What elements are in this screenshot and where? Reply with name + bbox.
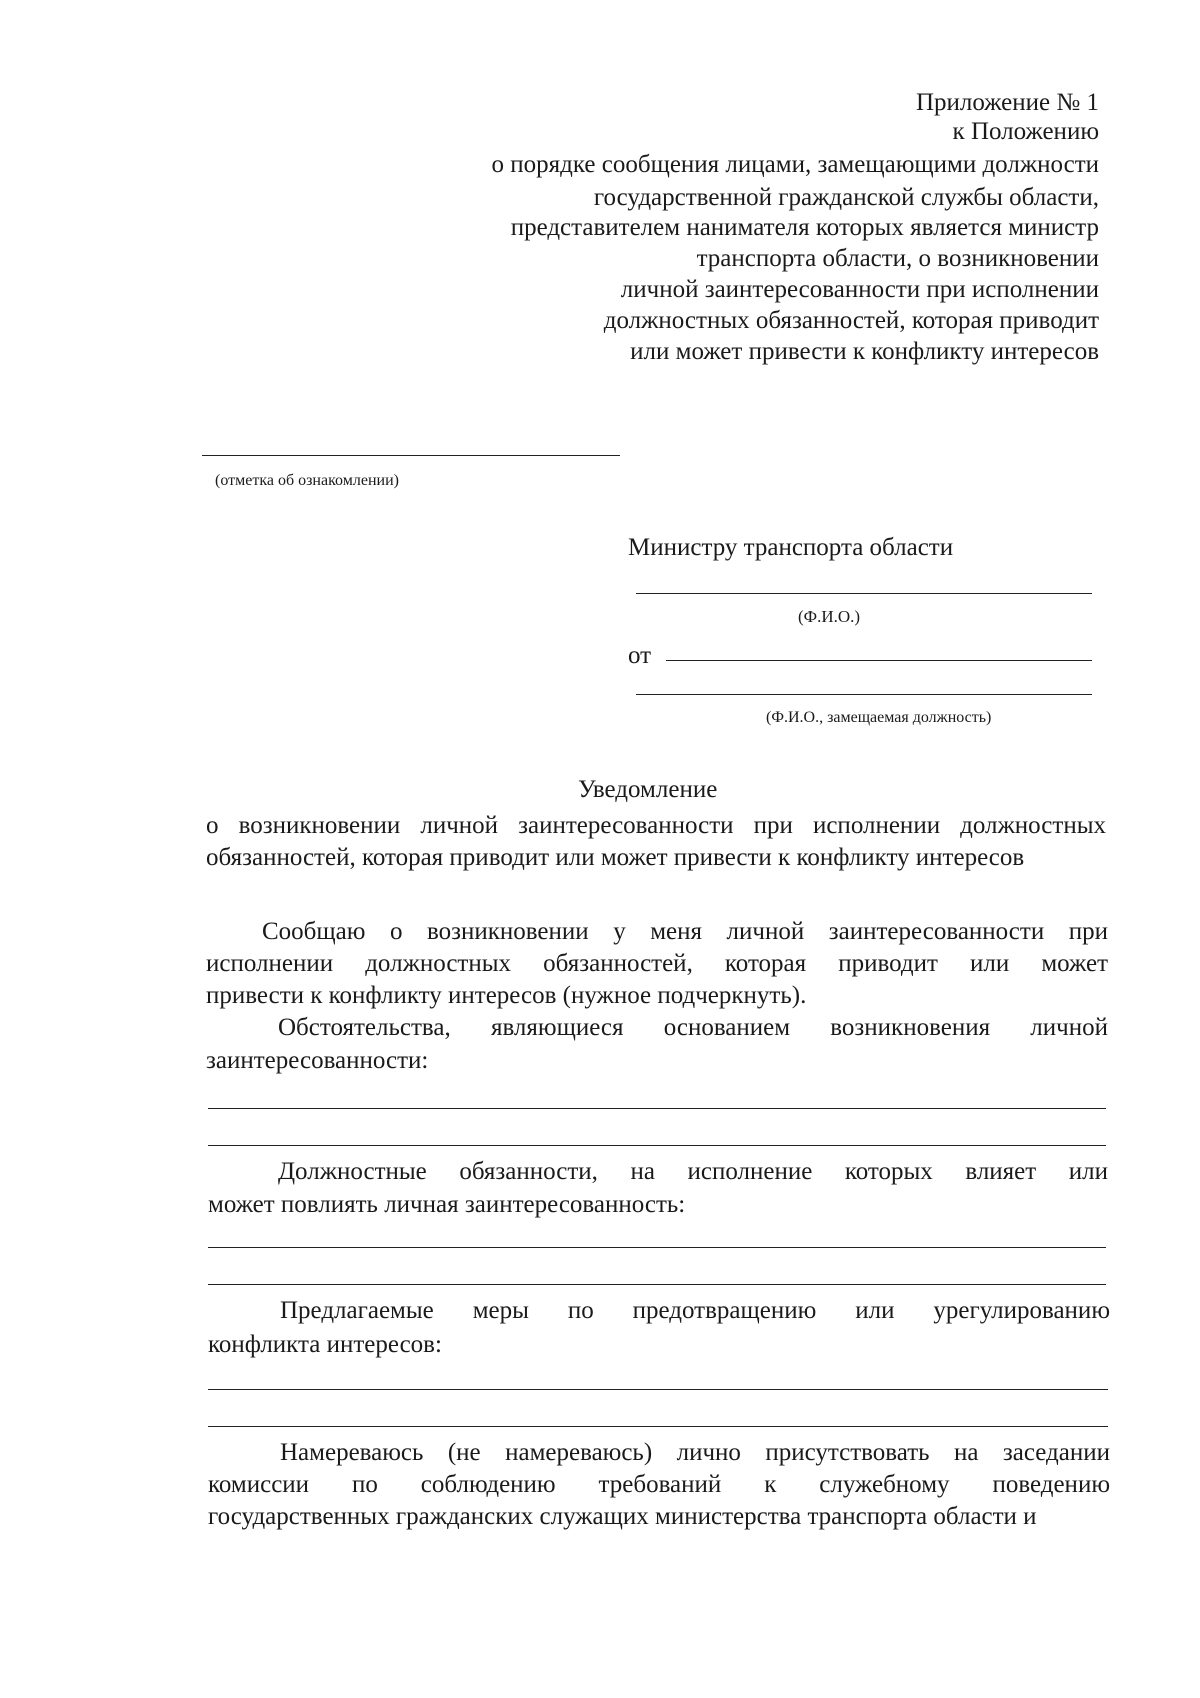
body-line: комиссии по соблюдению требований к служебному поведению [208, 1471, 1110, 1498]
addressee-fio-caption: (Ф.И.О.) [798, 607, 861, 626]
header-line: личной заинтересованности при исполнении [620, 276, 1099, 303]
addressee-to: Министру транспорта области [628, 534, 954, 561]
answer-line [208, 1284, 1106, 1285]
header-line: транспорта области, о возникновении [696, 245, 1099, 272]
answer-line [208, 1145, 1106, 1146]
answer-line [208, 1389, 1108, 1390]
header-line: к Положению [952, 118, 1099, 145]
acknowledgement-caption: (отметка об ознакомлении) [215, 472, 399, 489]
body-line: исполнении должностных обязанностей, которая приводит или может [206, 950, 1108, 977]
body-line: конфликта интересов: [208, 1331, 442, 1358]
acknowledgement-line [202, 455, 620, 456]
body-line: государственных гражданских служащих министерства транспорта области и [208, 1503, 1037, 1530]
body-line: Намереваюсь (не намереваюсь) лично присутствовать на заседании [280, 1439, 1110, 1466]
header-line: должностных обязанностей, которая приводит [603, 307, 1099, 334]
body-line: Предлагаемые меры по предотвращению или урегулированию [280, 1297, 1110, 1324]
body-line: Обстоятельства, являющиеся основанием возникновения личной [278, 1014, 1108, 1041]
header-line: о порядке сообщения лицами, замещающими должности [491, 151, 1099, 178]
answer-line [208, 1108, 1106, 1109]
from-line [666, 660, 1092, 661]
body-line: Должностные обязанности, на исполнение которых влияет или [278, 1158, 1108, 1185]
body-line: привести к конфликту интересов (нужное подчеркнуть). [206, 982, 807, 1009]
header-line: представителем нанимателя которых является министр [510, 214, 1099, 241]
answer-line [208, 1426, 1108, 1427]
answer-line [208, 1247, 1106, 1248]
from-line-2 [636, 694, 1092, 695]
notice-title: Уведомление [578, 776, 718, 803]
notice-subtitle-line: о возникновении личной заинтересованности при исполнении должностных [206, 812, 1106, 839]
header-line: государственной гражданской службы области, [593, 184, 1099, 211]
from-caption: (Ф.И.О., замещаемая должность) [766, 709, 992, 726]
addressee-fio-line [636, 593, 1092, 594]
body-line: может повлиять личная заинтересованность: [208, 1191, 686, 1218]
from-label: от [628, 642, 652, 669]
header-line: Приложение № 1 [915, 89, 1099, 116]
body-line: заинтересованности: [206, 1047, 429, 1074]
header-line: или может привести к конфликту интересов [630, 338, 1099, 365]
notice-subtitle-line: обязанностей, которая приводит или может привести к конфликту интересов [206, 844, 1025, 871]
body-line: Сообщаю о возникновении у меня личной заинтересованности при [262, 918, 1108, 945]
